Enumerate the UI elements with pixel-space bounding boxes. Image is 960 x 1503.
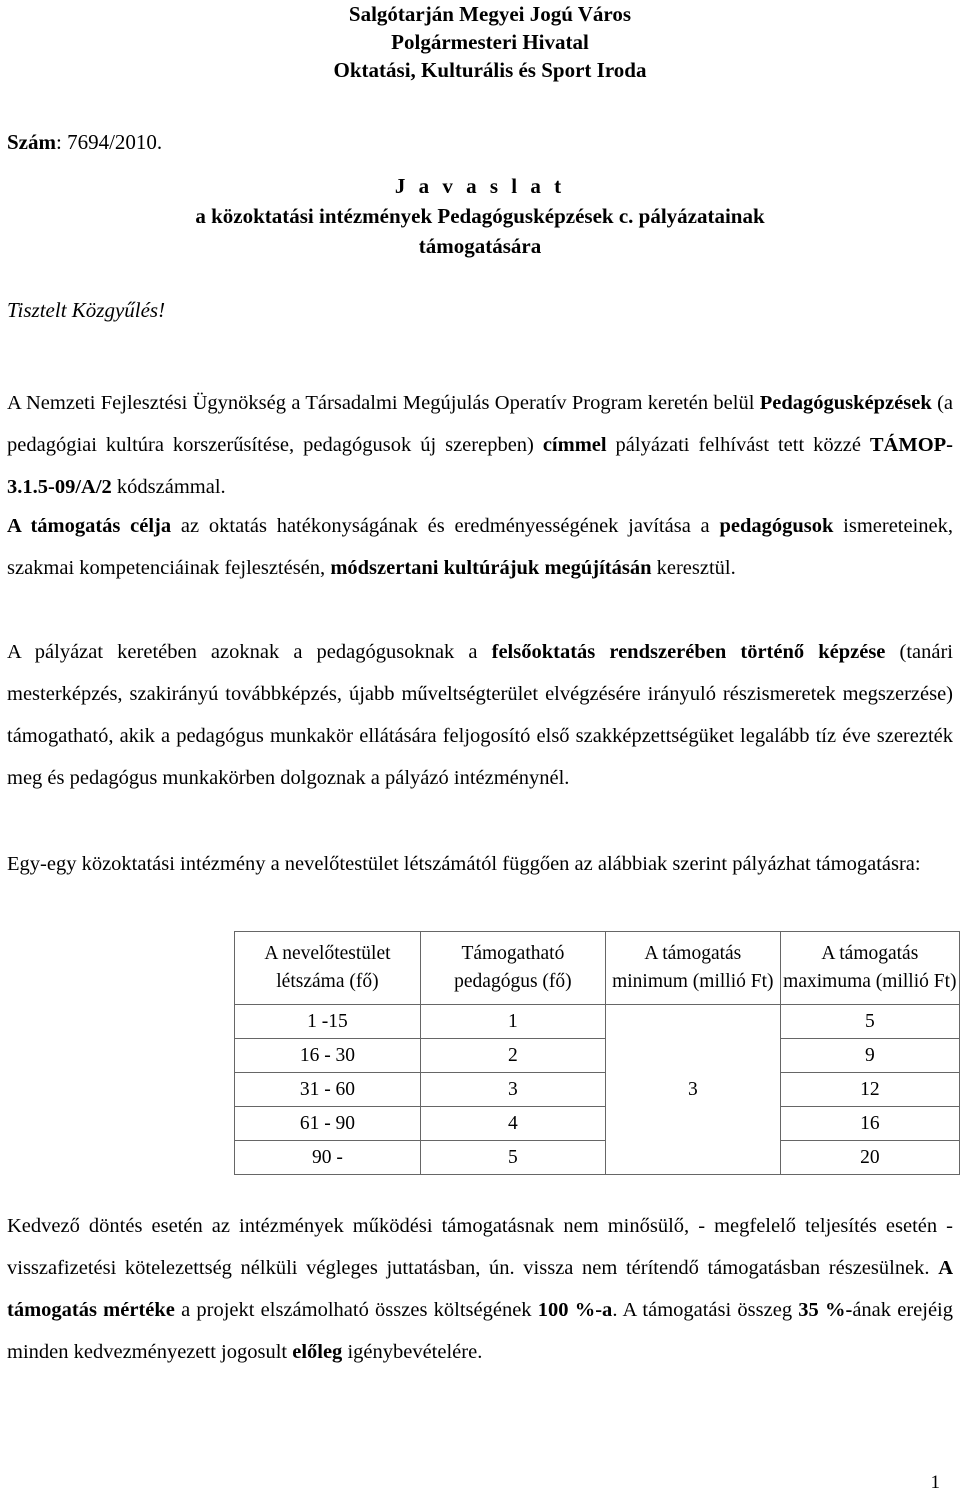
text: A Nemzeti Fejlesztési Ügynökség a Társadalmi Megújulás Operatív Program keretén belül	[7, 392, 760, 414]
header-text: A nevelőtestület	[264, 943, 391, 964]
bold-text: előleg	[292, 1341, 343, 1363]
table-header-cell	[235, 932, 421, 1005]
bold-text: módszertani kultúrájuk megújításán	[330, 557, 652, 579]
table-cell: 20	[780, 1141, 959, 1175]
text: A pályázat keretében azoknak a pedagógusoknak a	[7, 641, 492, 663]
table-cell: 9	[780, 1039, 959, 1073]
table-header-cell	[420, 932, 605, 1005]
table-cell: 16	[780, 1107, 959, 1141]
table-row	[235, 1141, 960, 1175]
support-table	[234, 931, 960, 1175]
table-cell: 5	[780, 1005, 959, 1039]
table-cell: 61 - 90	[235, 1107, 421, 1141]
bold-text: 100 %-a	[537, 1299, 613, 1321]
header-text: maximuma (millió Ft)	[783, 971, 957, 992]
reference-number	[7, 128, 162, 156]
header-office: Polgármesteri Hivatal	[391, 30, 589, 54]
header-text: létszáma (fő)	[276, 971, 379, 992]
paragraph-table-intro: Egy-egy közoktatási intézmény a nevelőtestület létszámától függően az alábbiak szerint pályázhat támogatásra:	[7, 853, 921, 875]
paragraph-conditions	[7, 1205, 953, 1373]
table-header-row	[235, 932, 960, 1005]
header-text: Támogatható	[461, 943, 565, 964]
table-cell-minimum: 3	[605, 1005, 780, 1175]
bold-text: 35 %-	[798, 1299, 853, 1321]
header-text: A támogatás	[821, 943, 919, 964]
table-cell: 1	[420, 1005, 605, 1039]
table-header-cell	[780, 932, 959, 1005]
text: keresztül.	[651, 557, 736, 579]
paragraph-scope	[7, 631, 953, 799]
page-number: 1	[930, 1472, 940, 1493]
reference-value: : 7694/2010.	[56, 130, 163, 154]
header-department: Oktatási, Kulturális és Sport Iroda	[333, 58, 647, 82]
table-cell: 16 - 30	[235, 1039, 421, 1073]
table-cell: 12	[780, 1073, 959, 1107]
text: (tanári mesterképzés, szakirányú továbbképzés, újabb műveltségterület elvégzésére irányuló részismeretek megszerzése) támogatható, akik a pedagógus munkakör ellátására feljogosító első szakképzettségüket legalább tíz éve szerezték meg és pedagógus munkakörben dolgoznak a pályázó intézménynél.	[7, 641, 954, 789]
document-title	[0, 171, 960, 261]
title-proposal: J a v a s l a t	[394, 174, 566, 198]
reference-label: Szám	[7, 130, 56, 154]
document-header	[0, 0, 960, 84]
table-cell: 5	[420, 1141, 605, 1175]
title-subject-line1: a közoktatási intézmények Pedagógusképzések c. pályázatainak	[195, 204, 765, 228]
salutation: Tisztelt Közgyűlés!	[7, 298, 166, 322]
table-cell: 31 - 60	[235, 1073, 421, 1107]
paragraph-goal	[7, 505, 953, 589]
table-row	[235, 1073, 960, 1107]
text: igénybevételére.	[342, 1341, 483, 1363]
bold-text: A támogatás célja	[7, 515, 172, 537]
header-text: A támogatás	[644, 943, 742, 964]
header-text: pedagógus (fő)	[454, 971, 572, 992]
program-code: TÁMOP-3.1.5-09/A/2	[7, 434, 953, 498]
paragraph-intro	[7, 382, 953, 508]
text: . A támogatási összeg	[612, 1299, 799, 1321]
text: kódszámmal.	[111, 476, 226, 498]
header-text: minimum (millió Ft)	[612, 971, 774, 992]
text: pályázati felhívást tett közzé	[606, 434, 870, 456]
table-cell: 1 -15	[235, 1005, 421, 1039]
text: ának erejéig minden kedvezményezett jogosult	[7, 1299, 954, 1363]
table-cell: 2	[420, 1039, 605, 1073]
table-row	[235, 1005, 960, 1039]
table-row	[235, 1107, 960, 1141]
header-city: Salgótarján Megyei Jogú Város	[348, 2, 632, 26]
bold-text: felsőoktatás rendszerében történő képzése	[491, 641, 886, 663]
table-row	[235, 1039, 960, 1073]
text: ismereteinek, szakmai kompetenciáinak fejlesztésén,	[7, 515, 954, 579]
bold-text: A támogatás mértéke	[7, 1257, 953, 1321]
bold-text: pedagógusok	[719, 515, 834, 537]
text: az oktatás hatékonyságának és eredményességének javítása a	[171, 515, 720, 537]
title-subject-line2: támogatására	[418, 234, 542, 258]
table-cell: 90 -	[235, 1141, 421, 1175]
bold-text: Pedagógusképzések	[759, 392, 932, 414]
text: (a pedagógiai kultúra korszerűsítése, pedagógusok új szerepben)	[7, 392, 953, 456]
bold-text: címmel	[542, 434, 607, 456]
table-header-cell	[605, 932, 780, 1005]
table-cell: 3	[420, 1073, 605, 1107]
text: Kedvező döntés esetén az intézmények működési támogatásnak nem minősülő, - megfelelő teljesítés esetén - visszafizetési kötelezettség nélküli végleges juttatásban, ún. vissza nem térítendő támogatásban részesülnek.	[7, 1215, 953, 1279]
text: a projekt elszámolható összes költségének	[174, 1299, 538, 1321]
table-cell: 4	[420, 1107, 605, 1141]
